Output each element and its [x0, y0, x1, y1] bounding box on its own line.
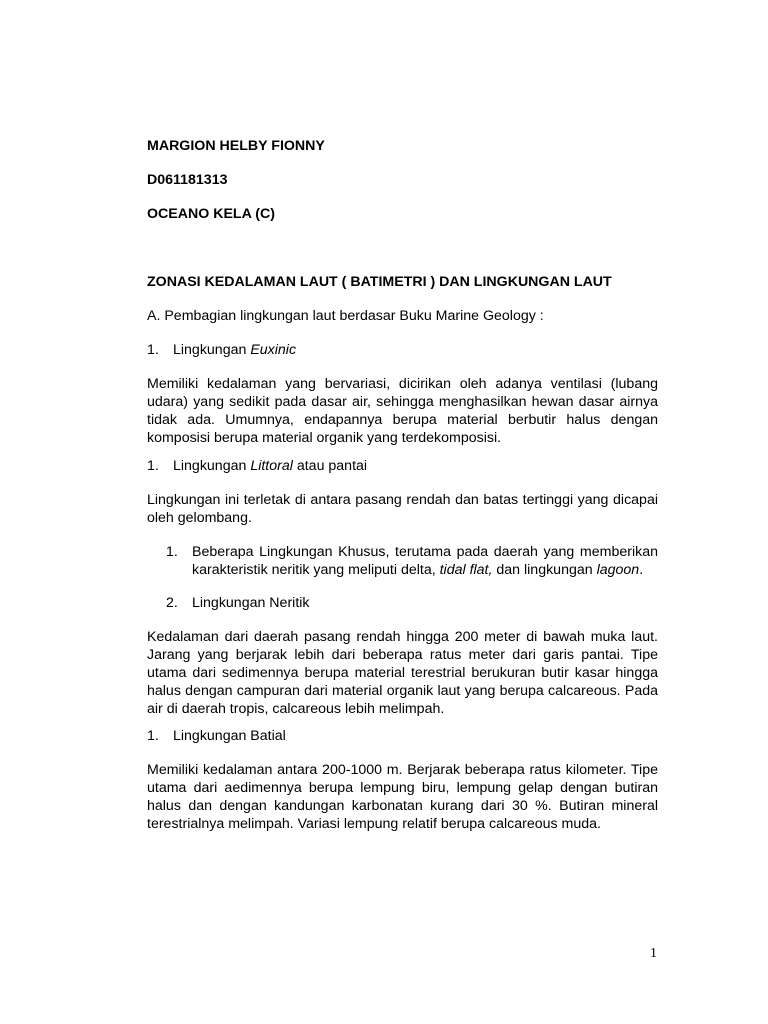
author-name: MARGION HELBY FIONNY	[147, 138, 325, 154]
subitem-text	[192, 543, 658, 579]
item-suffix: atau pantai	[292, 458, 368, 474]
subitem-italic-lagoon: lagoon	[596, 562, 640, 578]
item-number: 1.	[147, 728, 159, 744]
item-text: Lingkungan Batial	[173, 728, 286, 744]
subitem-text: Lingkungan Neritik	[192, 595, 310, 611]
page-body	[147, 0, 658, 1024]
item-number: 1.	[147, 458, 159, 474]
document-title: ZONASI KEDALAMAN LAUT ( BATIMETRI ) DAN LINGKUNGAN LAUT	[147, 274, 612, 290]
item-littoral	[147, 457, 658, 475]
paragraph-batial: Memiliki kedalaman antara 200-1000 m. Berjarak beberapa ratus kilometer. Tipe utama dari aedimennya berupa lempung biru, lempung gelap dengan butiran halus dan dengan kandungan karbonatan kurang dari 30 %. Butiran mineral terestrialnya melimpah. Variasi lempung relatif berupa calcareous muda.	[147, 762, 658, 832]
item-prefix: Lingkungan	[173, 458, 251, 474]
item-prefix: Lingkungan	[173, 342, 251, 358]
page-number: 1	[650, 946, 657, 961]
item-euxinic	[147, 341, 658, 359]
subitem-text-part: dan lingkungan	[492, 562, 597, 578]
subitem-text-part: Beberapa Lingkungan Khusus, terutama pada daerah yang memberikan karakteristik neritik yang meliputi delta,	[192, 544, 658, 578]
subitem-italic-tidal-flat: tidal flat,	[439, 562, 493, 578]
paragraph-littoral: Lingkungan ini terletak di antara pasang rendah dan batas tertinggi yang dicapai oleh gelombang.	[147, 492, 658, 526]
class-label: OCEANO KELA (C)	[147, 206, 275, 222]
subitem-number: 1.	[166, 544, 178, 560]
subitem-number: 2.	[166, 595, 178, 611]
subitem-special-environments	[166, 543, 658, 579]
section-a-heading: A. Pembagian lingkungan laut berdasar Buku Marine Geology :	[147, 308, 544, 324]
item-batial	[147, 727, 658, 745]
subitem-neritic	[166, 594, 658, 612]
item-number: 1.	[147, 342, 159, 358]
item-italic: Littoral	[250, 458, 293, 474]
item-italic: Euxinic	[250, 342, 297, 358]
student-id: D061181313	[147, 172, 228, 188]
subitem-text-part: .	[639, 562, 644, 578]
paragraph-euxinic: Memiliki kedalaman yang bervariasi, dicirikan oleh adanya ventilasi (lubang udara) yang sedikit pada dasar air, sehingga menghasilkan hewan dasar airnya tidak ada. Umumnya, endapannya berupa material berbutir halus dengan komposisi berupa material organik yang terdekomposisi.	[147, 376, 658, 446]
paragraph-neritic: Kedalaman dari daerah pasang rendah hingga 200 meter di bawah muka laut. Jarang yang berjarak lebih dari beberapa ratus meter dari garis pantai. Tipe utama dari sedimennya berupa material terestrial berukuran butir kasar hingga halus dengan campuran dari material organik laut yang berupa calcareous. Pada air di daerah tropis, calcareous lebih melimpah.	[147, 629, 658, 717]
